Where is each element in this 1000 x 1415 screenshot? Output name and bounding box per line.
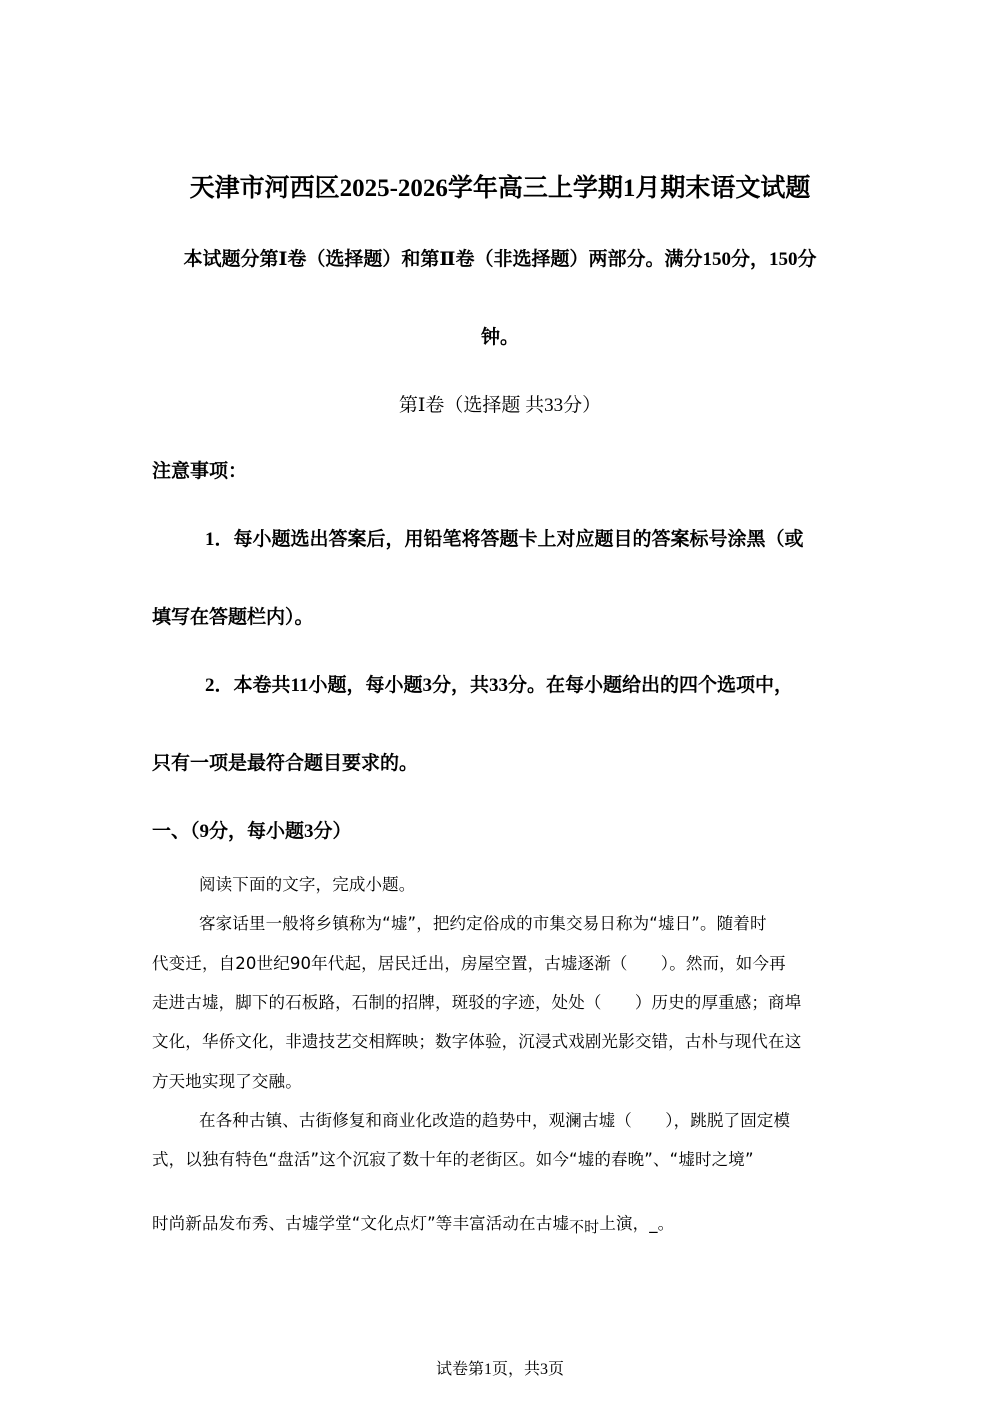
intro-line-1: 本试题分第Ⅰ卷（选择题）和第Ⅱ卷（非选择题）两部分。满分150分，150分: [183, 249, 817, 270]
notice-item-2-line-2: 只有一项是最符合题目要求的。: [152, 753, 419, 774]
part-heading: 第Ⅰ卷（选择题 共33分）: [398, 395, 602, 416]
paragraph-2-line: 在各种古镇、古街修复和商业化改造的趋势中，观澜古墟（ ），跳脱了固定模: [199, 1111, 791, 1130]
notice-heading: 注意事项：: [152, 461, 248, 482]
section-1-instruction: 阅读下面的文字，完成小题。: [199, 875, 416, 894]
paragraph-2-line: 式，以独有特色“盘活”这个沉寂了数十年的老街区。如今“墟的春晚”、“墟时之境”: [152, 1150, 754, 1169]
notice-item-1-line-2: 填写在答题栏内）。: [152, 607, 314, 628]
paragraph-1-line: 方天地实现了交融。: [152, 1072, 302, 1091]
paragraph-2-last-part-b: 不时: [569, 1218, 600, 1236]
paragraph-2-last-part-c: 上演，_。: [599, 1214, 675, 1233]
notice-item-2-line-1: 2．本卷共11小题，每小题3分，共33分。在每小题给出的四个选项中，: [205, 675, 793, 696]
paragraph-1-line: 走进古墟，脚下的石板路，石制的招牌，斑驳的字迹，处处（ ）历史的厚重感；商埠: [152, 993, 802, 1012]
page-footer: 试卷第1页，共3页: [435, 1361, 564, 1378]
paragraph-1-line: 文化，华侨文化，非遗技艺交相辉映；数字体验，沉浸式戏剧光影交错，古朴与现代在这: [152, 1032, 802, 1051]
paragraph-1-line: 客家话里一般将乡镇称为“墟”，把约定俗成的市集交易日称为“墟日”。随着时: [199, 914, 767, 933]
paragraph-2-last-line: [152, 1210, 852, 1234]
notice-item-1-line-1: 1．每小题选出答案后，用铅笔将答题卡上对应题目的答案标号涂黑（或: [205, 529, 804, 550]
intro-line-2: 钟。: [480, 327, 519, 348]
paragraph-1-line: 代变迁，自20世纪90年代起，居民迁出，房屋空置，古墟逐渐（ ）。然而，如今再: [152, 954, 786, 973]
paragraph-2-last-part-a: 时尚新品发布秀、古墟学堂“文化点灯”等丰富活动在古墟: [152, 1214, 569, 1233]
section-1-heading: 一、（9分，每小题3分）: [152, 821, 352, 842]
document-title: 天津市河西区2025-2026学年高三上学期1月期末语文试题: [189, 175, 811, 202]
